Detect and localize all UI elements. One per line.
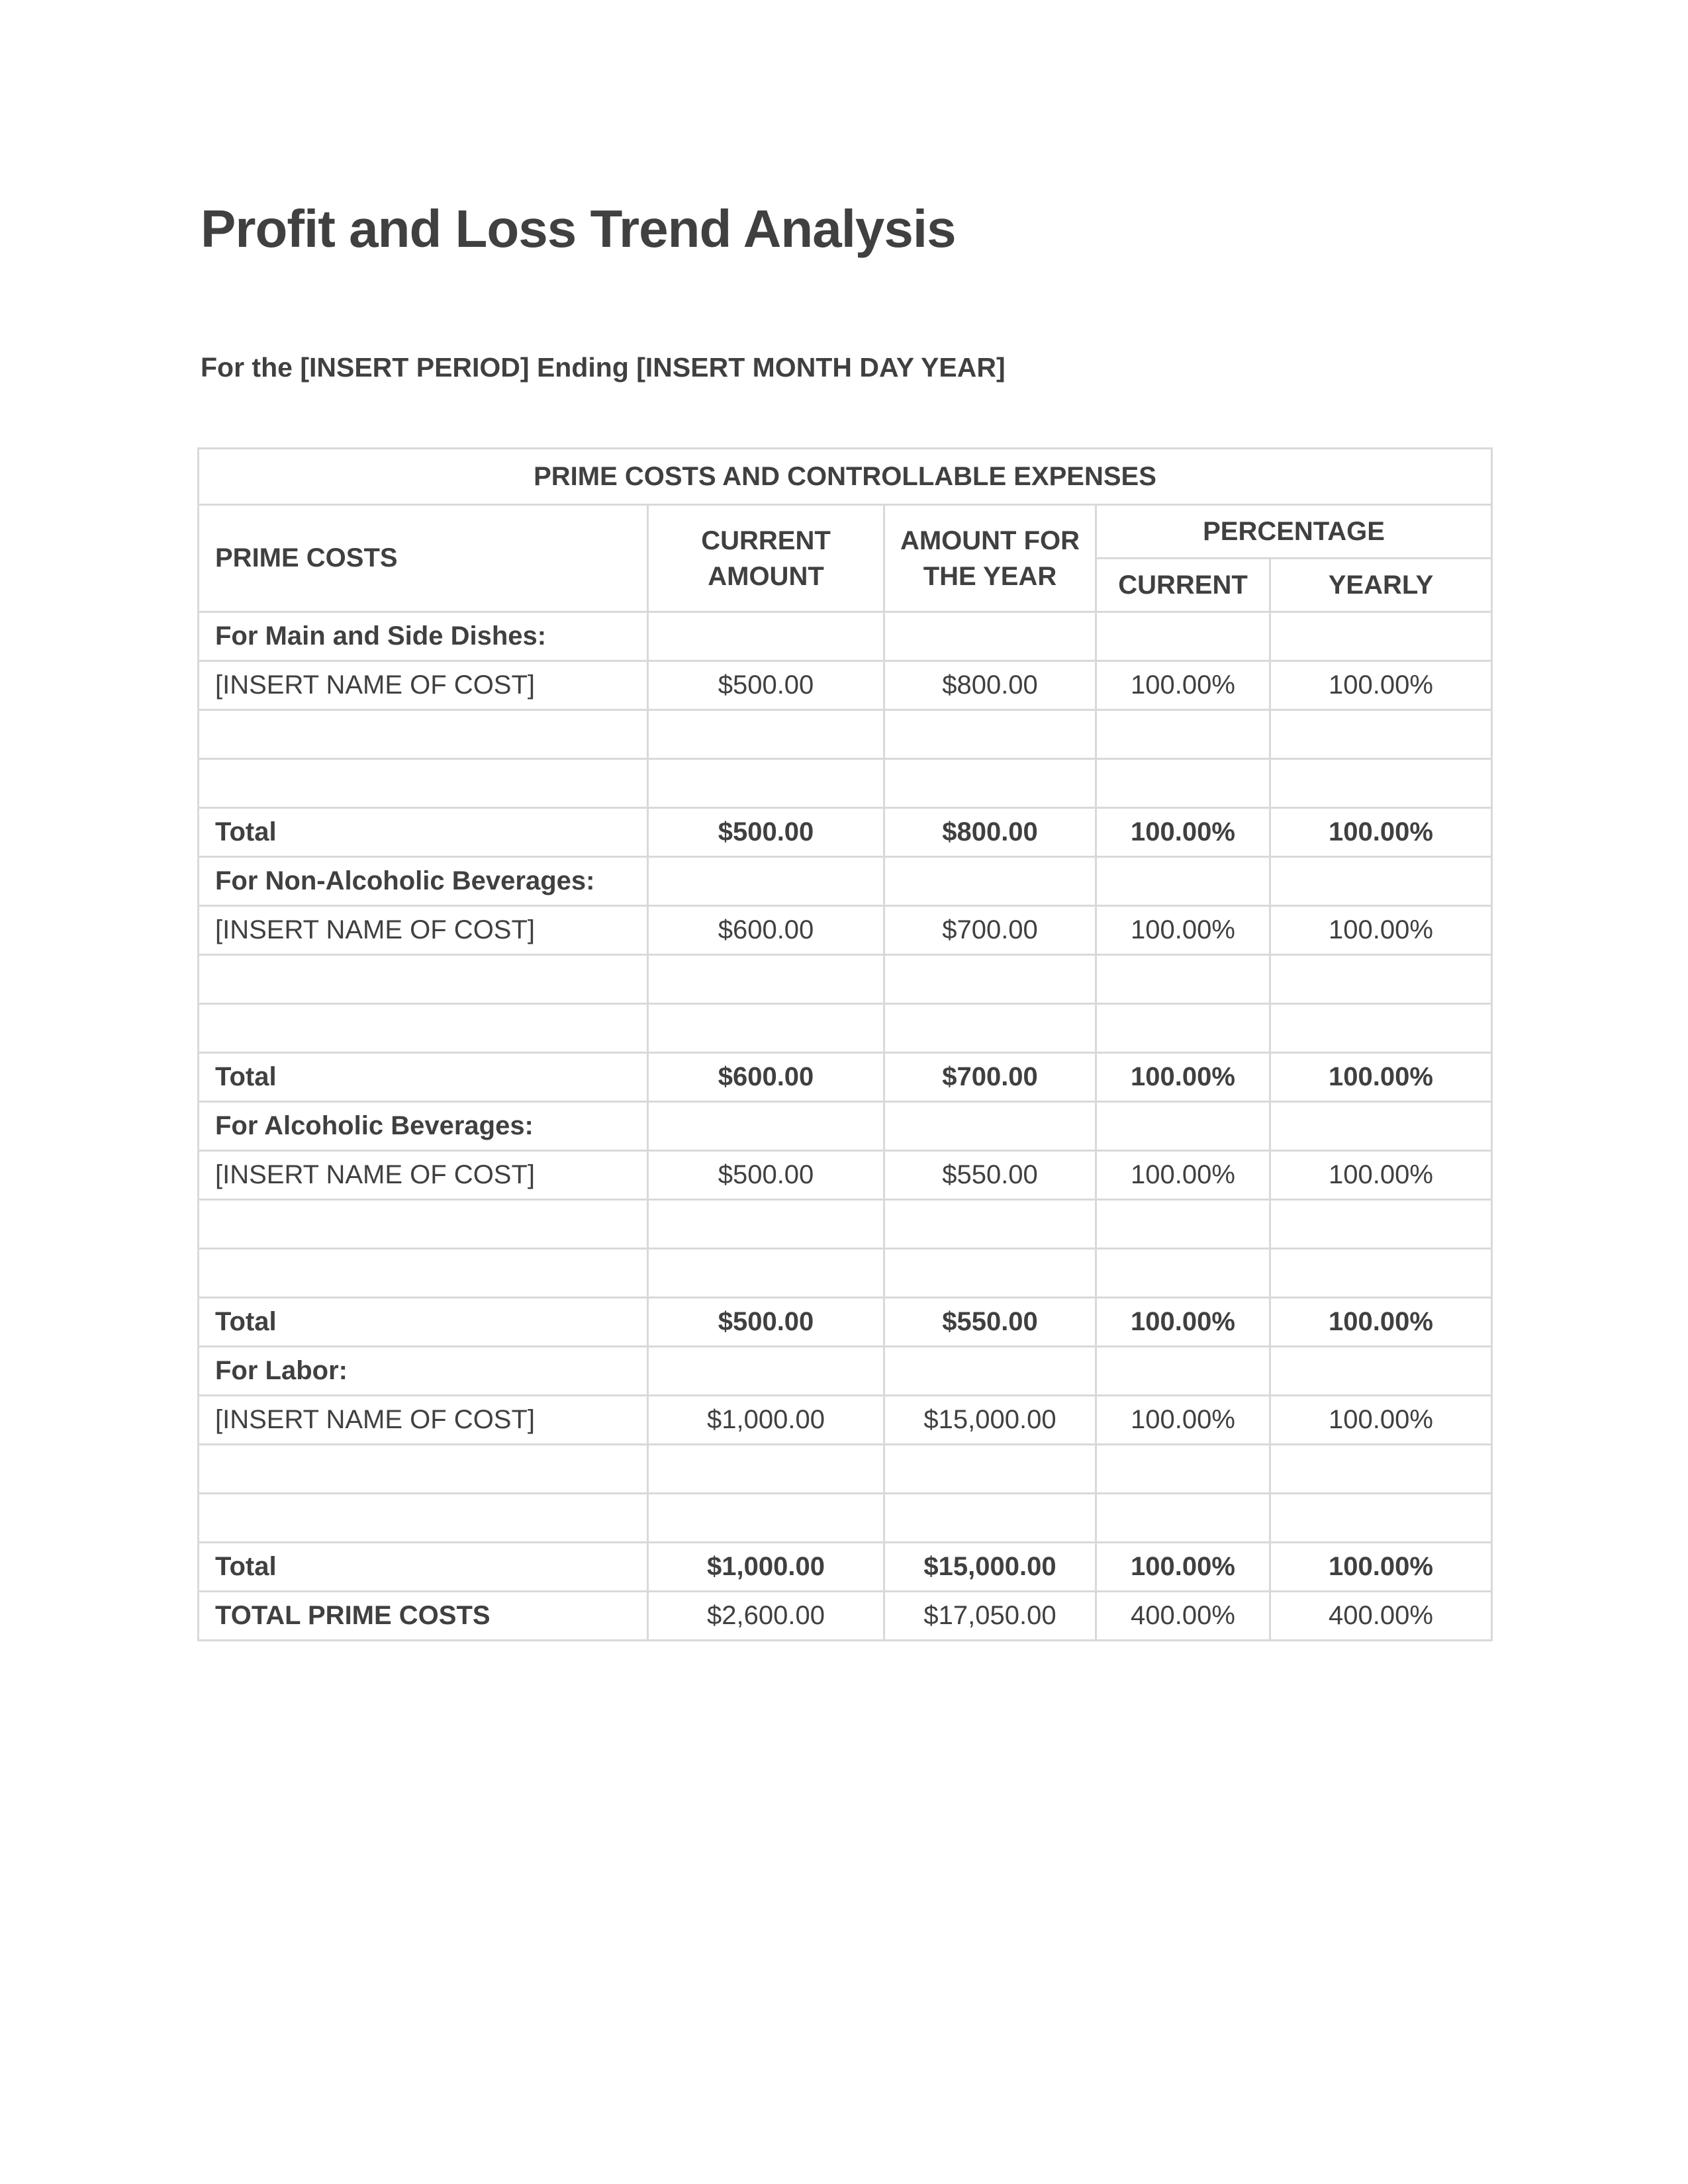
total-pct-yearly: 100.00% [1270, 1053, 1492, 1102]
total-label: Total [199, 1298, 648, 1347]
total-label: Total [199, 1543, 648, 1592]
cost-name: [INSERT NAME OF COST] [199, 661, 648, 710]
blank-cell [1270, 1347, 1492, 1396]
total-pct-current: 100.00% [1096, 808, 1270, 857]
total-pct-current: 100.00% [1096, 1053, 1270, 1102]
total-current-amount: $1,000.00 [648, 1543, 884, 1592]
pct-yearly: 100.00% [1270, 1396, 1492, 1445]
cost-item-row [199, 906, 1492, 955]
section-heading-row [199, 857, 1492, 906]
current-amount: $600.00 [648, 906, 884, 955]
column-header-prime-costs: PRIME COSTS [199, 505, 648, 612]
yearly-amount: $800.00 [884, 661, 1096, 710]
pct-yearly: 100.00% [1270, 906, 1492, 955]
pct-yearly: 100.00% [1270, 661, 1492, 710]
empty-row [199, 955, 1492, 1004]
total-label: Total [199, 808, 648, 857]
empty-row [199, 1200, 1492, 1249]
current-amount: $1,000.00 [648, 1396, 884, 1445]
section-heading: For Alcoholic Beverages: [199, 1102, 648, 1151]
section-heading: For Main and Side Dishes: [199, 612, 648, 661]
prime-costs-table [197, 447, 1493, 1641]
section-heading: For Labor: [199, 1347, 648, 1396]
current-amount: $500.00 [648, 661, 884, 710]
blank-cell [1096, 612, 1270, 661]
blank-cell [1270, 1102, 1492, 1151]
grand-total-label: TOTAL PRIME COSTS [199, 1592, 648, 1641]
yearly-amount: $15,000.00 [884, 1396, 1096, 1445]
cost-item-row [199, 1396, 1492, 1445]
column-header-current-amount: CURRENT AMOUNT [648, 505, 884, 612]
cost-name: [INSERT NAME OF COST] [199, 1396, 648, 1445]
grand-total-pct-yearly: 400.00% [1270, 1592, 1492, 1641]
section-total-row [199, 1053, 1492, 1102]
blank-cell [1096, 1347, 1270, 1396]
table-column-header-row [199, 505, 1492, 559]
pct-yearly: 100.00% [1270, 1151, 1492, 1200]
grand-total-row [199, 1592, 1492, 1641]
blank-cell [648, 612, 884, 661]
total-label: Total [199, 1053, 648, 1102]
total-pct-yearly: 100.00% [1270, 1543, 1492, 1592]
blank-cell [1096, 857, 1270, 906]
blank-cell [884, 1102, 1096, 1151]
pct-current: 100.00% [1096, 906, 1270, 955]
total-pct-yearly: 100.00% [1270, 1298, 1492, 1347]
page-title: Profit and Loss Trend Analysis [201, 199, 956, 258]
section-heading-row [199, 612, 1492, 661]
total-yearly-amount: $700.00 [884, 1053, 1096, 1102]
empty-row [199, 710, 1492, 759]
section-heading-row [199, 1102, 1492, 1151]
table-main-header-row [199, 449, 1492, 505]
total-pct-current: 100.00% [1096, 1298, 1270, 1347]
empty-row [199, 759, 1492, 808]
blank-cell [1270, 857, 1492, 906]
empty-row [199, 1494, 1492, 1543]
blank-cell [1096, 1102, 1270, 1151]
yearly-amount: $550.00 [884, 1151, 1096, 1200]
grand-total-current-amount: $2,600.00 [648, 1592, 884, 1641]
total-current-amount: $600.00 [648, 1053, 884, 1102]
cost-name: [INSERT NAME OF COST] [199, 906, 648, 955]
column-header-pct-yearly: YEARLY [1270, 559, 1492, 612]
grand-total-pct-current: 400.00% [1096, 1592, 1270, 1641]
cost-item-row [199, 661, 1492, 710]
total-yearly-amount: $15,000.00 [884, 1543, 1096, 1592]
blank-cell [648, 1347, 884, 1396]
section-heading: For Non-Alcoholic Beverages: [199, 857, 648, 906]
pct-current: 100.00% [1096, 661, 1270, 710]
yearly-amount: $700.00 [884, 906, 1096, 955]
empty-row [199, 1004, 1492, 1053]
empty-row [199, 1445, 1492, 1494]
section-total-row [199, 1298, 1492, 1347]
cost-item-row [199, 1151, 1492, 1200]
blank-cell [884, 857, 1096, 906]
pct-current: 100.00% [1096, 1151, 1270, 1200]
total-current-amount: $500.00 [648, 1298, 884, 1347]
blank-cell [648, 1102, 884, 1151]
column-header-percentage: PERCENTAGE [1096, 505, 1492, 559]
page-subtitle: For the [INSERT PERIOD] Ending [INSERT MONTH DAY YEAR] [201, 352, 1006, 383]
total-current-amount: $500.00 [648, 808, 884, 857]
blank-cell [1270, 612, 1492, 661]
cost-name: [INSERT NAME OF COST] [199, 1151, 648, 1200]
table-main-header: PRIME COSTS AND CONTROLLABLE EXPENSES [199, 449, 1492, 505]
blank-cell [648, 857, 884, 906]
column-header-pct-current: CURRENT [1096, 559, 1270, 612]
total-yearly-amount: $800.00 [884, 808, 1096, 857]
section-heading-row [199, 1347, 1492, 1396]
total-pct-current: 100.00% [1096, 1543, 1270, 1592]
grand-total-yearly-amount: $17,050.00 [884, 1592, 1096, 1641]
column-header-amount-for-year: AMOUNT FOR THE YEAR [884, 505, 1096, 612]
blank-cell [884, 1347, 1096, 1396]
total-pct-yearly: 100.00% [1270, 808, 1492, 857]
empty-row [199, 1249, 1492, 1298]
section-total-row [199, 1543, 1492, 1592]
current-amount: $500.00 [648, 1151, 884, 1200]
pct-current: 100.00% [1096, 1396, 1270, 1445]
blank-cell [884, 612, 1096, 661]
section-total-row [199, 808, 1492, 857]
total-yearly-amount: $550.00 [884, 1298, 1096, 1347]
